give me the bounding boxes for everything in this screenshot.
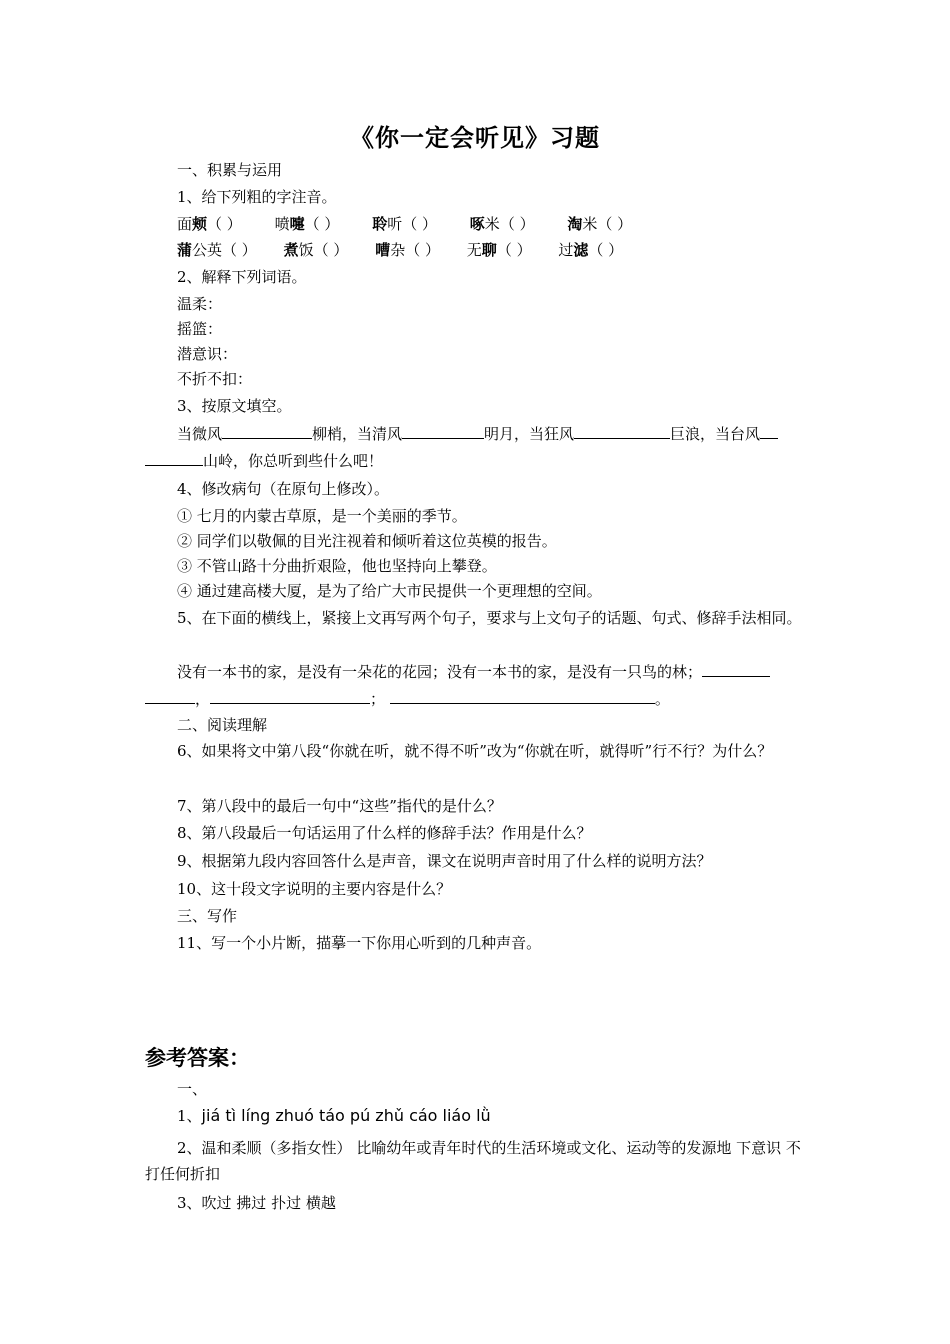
question-9: 9、根据第九段内容回答什么是声音，课文在说明声音时用了什么样的说明方法？: [177, 852, 712, 870]
answer-1: 1、jiá tì líng zhuó táo pú zhǔ cáo liáo lǜ: [177, 1106, 491, 1125]
term-item: 潜意识：: [177, 345, 238, 363]
fill-blank[interactable]: [760, 422, 778, 439]
question-1-row-1: [177, 211, 842, 237]
pinyin-item: 面颊（ ）: [177, 215, 242, 233]
question-5-blanks: ， ； 。: [145, 686, 810, 712]
term-item: 不折不扣：: [177, 370, 253, 388]
question-4-prompt: 4、修改病句（在原句上修改）。: [177, 480, 390, 498]
answers-part-1: 一、: [177, 1080, 208, 1098]
term-item: 温柔：: [177, 295, 223, 313]
section-heading-3: 三、写作: [177, 907, 238, 925]
pinyin-item: 过滤（ ）: [558, 241, 624, 259]
question-7: 7、第八段中的最后一句中“这些”指代的是什么？: [177, 797, 502, 815]
fill-blank[interactable]: [702, 660, 770, 677]
question-3-fill-line-1: 当微风 柳梢，当清风 明月，当狂风 巨浪，当台风: [177, 421, 810, 447]
answer-1-pinyin: jiá tì líng zhuó táo pú zhǔ cáo liáo lǜ: [201, 1106, 491, 1125]
sentence-item: ③ 不管山路十分曲折艰险，他也坚持向上攀登。: [177, 557, 497, 575]
pinyin-item: 喷嚏（ ）: [274, 215, 340, 233]
pinyin-item: 煮饭（ ）: [283, 241, 349, 259]
fill-blank[interactable]: [145, 449, 203, 466]
pinyin-item: 淘米（ ）: [567, 215, 633, 233]
question-6: 6、如果将文中第八段“你就在听，就不得不听”改为“你就在听，就得听”行不行？为什么？: [177, 742, 773, 760]
question-1-row-2: [177, 237, 842, 263]
pinyin-item: 无聊（ ）: [466, 241, 532, 259]
answer-2: 2、温和柔顺（多指女性） 比喻幼年或青年时代的生活环境或文化、运动等的发源地 下意识 不打任何折扣: [145, 1139, 801, 1183]
section-heading-1: 一、积累与运用: [177, 161, 283, 179]
question-8: 8、第八段最后一句话运用了什么样的修辞手法？作用是什么？: [177, 824, 592, 842]
fill-blank[interactable]: [222, 422, 312, 439]
fill-blank[interactable]: [402, 422, 484, 439]
page-title: 《你一定会听见》习题: [350, 123, 600, 152]
fill-blank[interactable]: [390, 687, 655, 704]
question-10: 10、这十段文字说明的主要内容是什么？: [177, 880, 452, 898]
question-5-prompt: 5、在下面的横线上，紧接上文再写两个句子，要求与上文句子的话题、句式、修辞手法相同。: [177, 609, 802, 627]
pinyin-item: 嘈杂（ ）: [375, 241, 440, 259]
fill-blank[interactable]: [145, 687, 195, 704]
fill-blank[interactable]: [210, 687, 370, 704]
question-1-prompt: 1、给下列粗的字注音。: [177, 188, 337, 206]
pinyin-item: 聆听（ ）: [372, 215, 437, 233]
question-11: 11、写一个小片断，描摹一下你用心听到的几种声音。: [177, 934, 542, 952]
sentence-item: ① 七月的内蒙古草原，是一个美丽的季节。: [177, 507, 467, 525]
pinyin-item: 啄米（ ）: [469, 215, 535, 233]
fill-blank[interactable]: [574, 422, 670, 439]
pinyin-item: 蒲公英（ ）: [177, 241, 257, 259]
section-heading-2: 二、阅读理解: [177, 716, 268, 734]
answer-3: 3、吹过 拂过 扑过 横越: [177, 1194, 336, 1212]
sentence-item: ④ 通过建高楼大厦，是为了给广大市民提供一个更理想的空间。: [177, 582, 602, 600]
term-item: 摇篮：: [177, 320, 223, 338]
question-3-fill-line-2: 山岭，你总听到些什么吧！: [145, 448, 810, 474]
question-5-text: 没有一本书的家，是没有一朵花的花园；没有一本书的家，是没有一只鸟的林；: [177, 659, 810, 685]
question-2-prompt: 2、解释下列词语。: [177, 268, 307, 286]
sentence-item: ② 同学们以敬佩的目光注视着和倾听着这位英模的报告。: [177, 532, 557, 550]
question-3-prompt: 3、按原文填空。: [177, 397, 292, 415]
answers-title: 参考答案：: [145, 1046, 250, 1070]
